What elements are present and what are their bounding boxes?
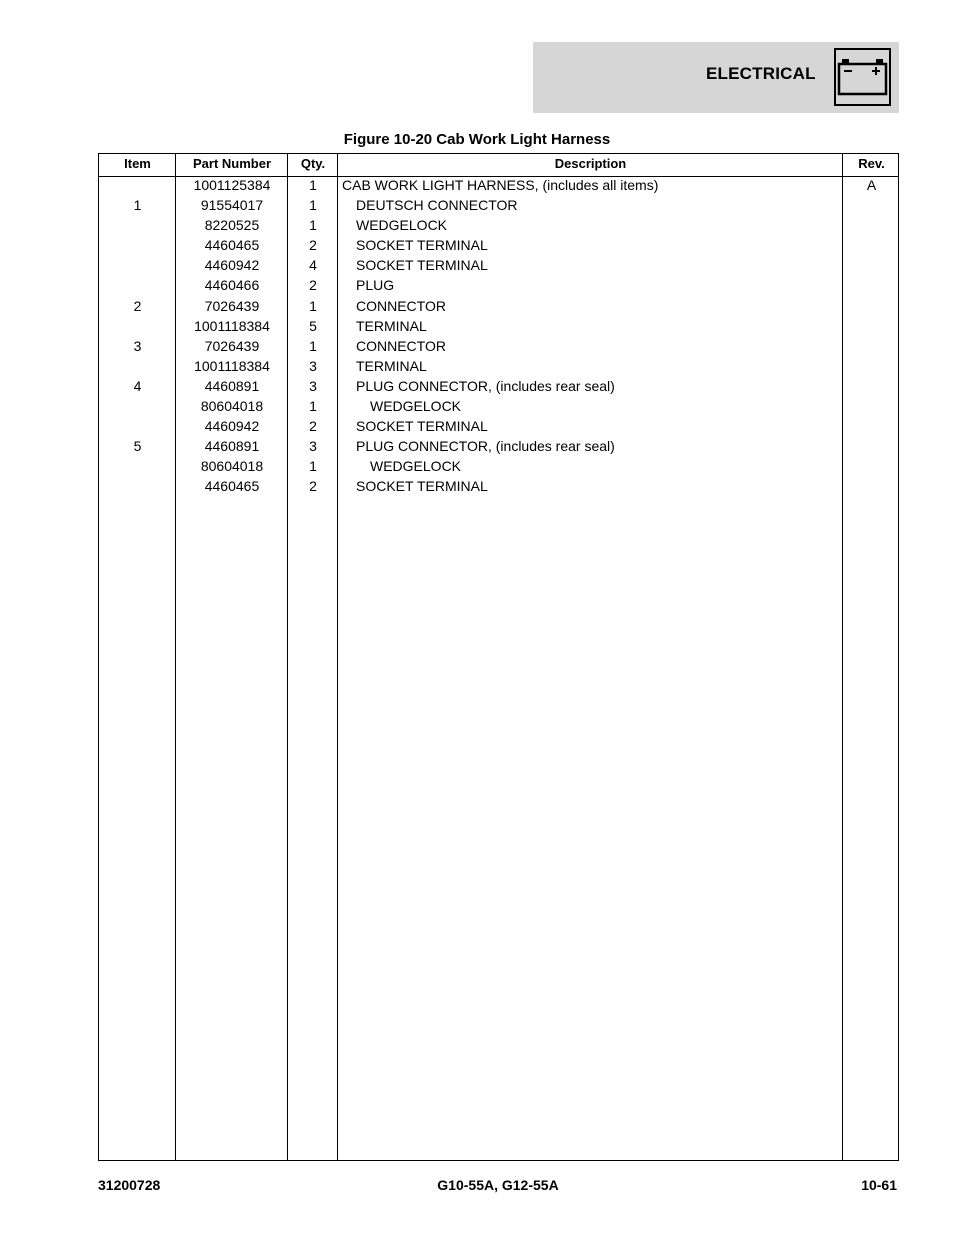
part-number-cell: 4460465	[204, 478, 260, 495]
table-row	[99, 276, 898, 296]
description-cell: TERMINAL	[356, 317, 427, 334]
part-number-cell: 4460891	[204, 377, 260, 394]
table-row	[99, 196, 898, 216]
description-cell: SOCKET TERMINAL	[356, 257, 488, 274]
table-row	[99, 256, 898, 276]
part-number-cell: 7026439	[204, 297, 260, 314]
battery-icon	[834, 48, 891, 106]
part-number-cell: 4460465	[204, 237, 260, 254]
section-title: ELECTRICAL	[706, 64, 816, 83]
part-number-cell: 91554017	[200, 197, 264, 214]
qty-cell: 3	[309, 438, 317, 455]
qty-cell: 3	[309, 377, 317, 394]
description-cell: PLUG CONNECTOR, (includes rear seal)	[356, 377, 615, 394]
table-row	[99, 397, 898, 417]
table-row	[99, 216, 898, 236]
description-cell: DEUTSCH CONNECTOR	[356, 197, 518, 214]
table-row	[99, 477, 898, 497]
description-cell: CONNECTOR	[356, 297, 446, 314]
table-row	[99, 317, 898, 337]
part-number-cell: 1001118384	[194, 317, 270, 334]
item-cell: 3	[133, 337, 142, 354]
table-row	[99, 437, 898, 457]
parts-rows	[99, 176, 898, 498]
description-cell: PLUG CONNECTOR, (includes rear seal)	[356, 438, 615, 455]
part-number-cell: 8220525	[204, 217, 260, 234]
column-header-part-number: Part Number	[192, 156, 272, 171]
qty-cell: 1	[309, 297, 317, 314]
part-number-cell: 7026439	[204, 337, 260, 354]
table-row	[99, 377, 898, 397]
table-row	[99, 417, 898, 437]
description-cell: SOCKET TERMINAL	[356, 418, 488, 435]
table-row	[99, 176, 898, 196]
qty-cell: 2	[309, 277, 317, 294]
part-number-cell: 4460466	[204, 277, 260, 294]
qty-cell: 1	[309, 398, 317, 415]
description-cell: SOCKET TERMINAL	[356, 237, 488, 254]
document-number: 31200728	[98, 1177, 161, 1193]
qty-cell: 1	[309, 458, 317, 475]
item-cell: 5	[133, 438, 142, 455]
column-header-qty: Qty.	[300, 156, 326, 171]
qty-cell: 1	[309, 197, 317, 214]
figure-title: Figure 10-20 Cab Work Light Harness	[343, 131, 611, 148]
table-row	[99, 457, 898, 477]
column-header-description: Description	[554, 156, 627, 171]
table-row	[99, 236, 898, 256]
item-cell: 2	[133, 297, 142, 314]
description-cell: CONNECTOR	[356, 337, 446, 354]
description-cell: SOCKET TERMINAL	[356, 478, 488, 495]
description-cell: PLUG	[356, 277, 395, 294]
rev-cell: A	[866, 177, 877, 193]
part-number-cell: 1001125384	[193, 177, 271, 193]
qty-cell: 1	[309, 337, 317, 354]
qty-cell: 2	[309, 418, 317, 435]
description-cell: TERMINAL	[356, 357, 427, 374]
description-cell: WEDGELOCK	[370, 398, 462, 415]
column-header-rev: Rev.	[858, 156, 885, 171]
column-header-item: Item	[124, 156, 151, 171]
page-number: 10-61	[861, 1177, 897, 1193]
description-cell: WEDGELOCK	[370, 458, 462, 475]
qty-cell: 2	[309, 478, 317, 495]
qty-cell: 5	[309, 317, 317, 334]
description-cell: WEDGELOCK	[356, 217, 448, 234]
model-numbers: G10-55A, G12-55A	[437, 1177, 559, 1193]
part-number-cell: 4460942	[204, 418, 260, 435]
qty-cell: 1	[309, 177, 317, 193]
battery-icon-graphic	[836, 50, 889, 104]
qty-cell: 1	[309, 217, 317, 234]
part-number-cell: 1001118384	[194, 357, 270, 374]
qty-cell: 4	[309, 257, 317, 274]
description-cell: CAB WORK LIGHT HARNESS, (includes all items)	[342, 177, 659, 193]
qty-cell: 2	[309, 237, 317, 254]
item-cell: 1	[133, 197, 142, 214]
parts-table	[98, 153, 899, 1161]
part-number-cell: 4460942	[204, 257, 260, 274]
table-row	[99, 337, 898, 357]
part-number-cell: 4460891	[204, 438, 260, 455]
qty-cell: 3	[309, 357, 317, 374]
table-row	[99, 297, 898, 317]
part-number-cell: 80604018	[200, 458, 264, 475]
table-row	[99, 357, 898, 377]
part-number-cell: 80604018	[200, 398, 264, 415]
item-cell: 4	[133, 377, 142, 394]
